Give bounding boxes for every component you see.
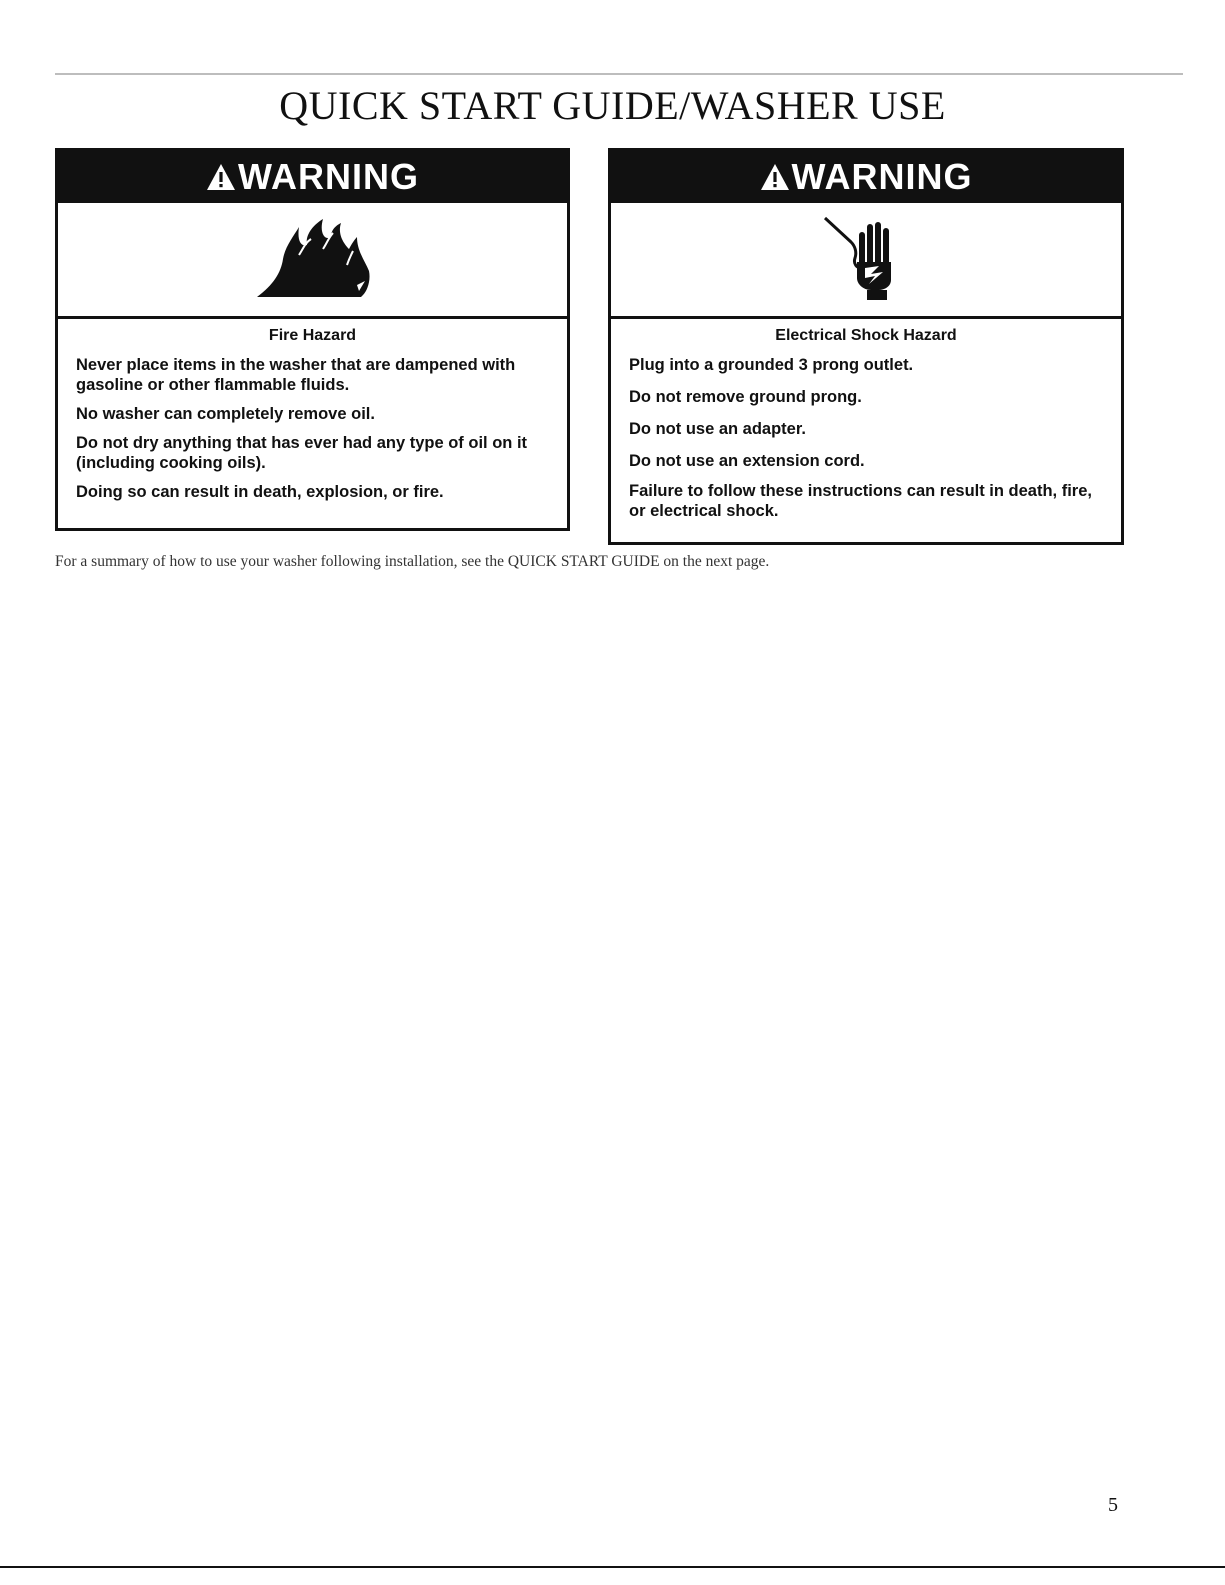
fire-icon-area bbox=[58, 203, 567, 319]
warning-line: Do not use an adapter. bbox=[629, 420, 806, 438]
warning-line: Do not remove ground prong. bbox=[629, 388, 862, 406]
summary-note: For a summary of how to use your washer following installation, see the QUICK START GUIDE on the next page. bbox=[55, 553, 770, 570]
fire-warning-box bbox=[55, 148, 570, 531]
warning-body bbox=[58, 319, 567, 502]
warning-header-label: WARNING bbox=[238, 156, 419, 197]
hazard-title: Electrical Shock Hazard bbox=[775, 327, 957, 344]
warning-triangle-icon bbox=[760, 163, 790, 191]
page-number: 5 bbox=[1108, 1494, 1118, 1516]
shock-icon-area bbox=[611, 203, 1121, 319]
fire-icon bbox=[253, 215, 373, 304]
shock-warning-box bbox=[608, 148, 1124, 545]
warning-line: Do not dry anything that has ever had any type of oil on it (including cooking oils). bbox=[76, 434, 528, 472]
warning-body bbox=[611, 319, 1121, 521]
warning-line: Do not use an extension cord. bbox=[629, 452, 865, 470]
warning-line: No washer can completely remove oil. bbox=[76, 405, 375, 423]
bottom-rule bbox=[0, 1566, 1225, 1568]
page-title: QUICK START GUIDE/WASHER USE bbox=[279, 83, 946, 128]
warning-line: Never place items in the washer that are dampened with gasoline or other flammable fluids. bbox=[76, 356, 516, 394]
warning-triangle-icon bbox=[206, 163, 236, 191]
warning-header bbox=[611, 151, 1121, 203]
warning-header-label: WARNING bbox=[791, 156, 973, 197]
top-rule bbox=[55, 73, 1183, 75]
warning-line: Doing so can result in death, explosion, or fire. bbox=[76, 483, 444, 501]
warning-header bbox=[58, 151, 567, 203]
hazard-title: Fire Hazard bbox=[268, 327, 357, 344]
electrical-shock-hand-icon bbox=[821, 212, 911, 307]
warning-line: Failure to follow these instructions can result in death, fire, or electrical shock. bbox=[629, 482, 1092, 520]
warning-line: Plug into a grounded 3 prong outlet. bbox=[629, 356, 914, 374]
